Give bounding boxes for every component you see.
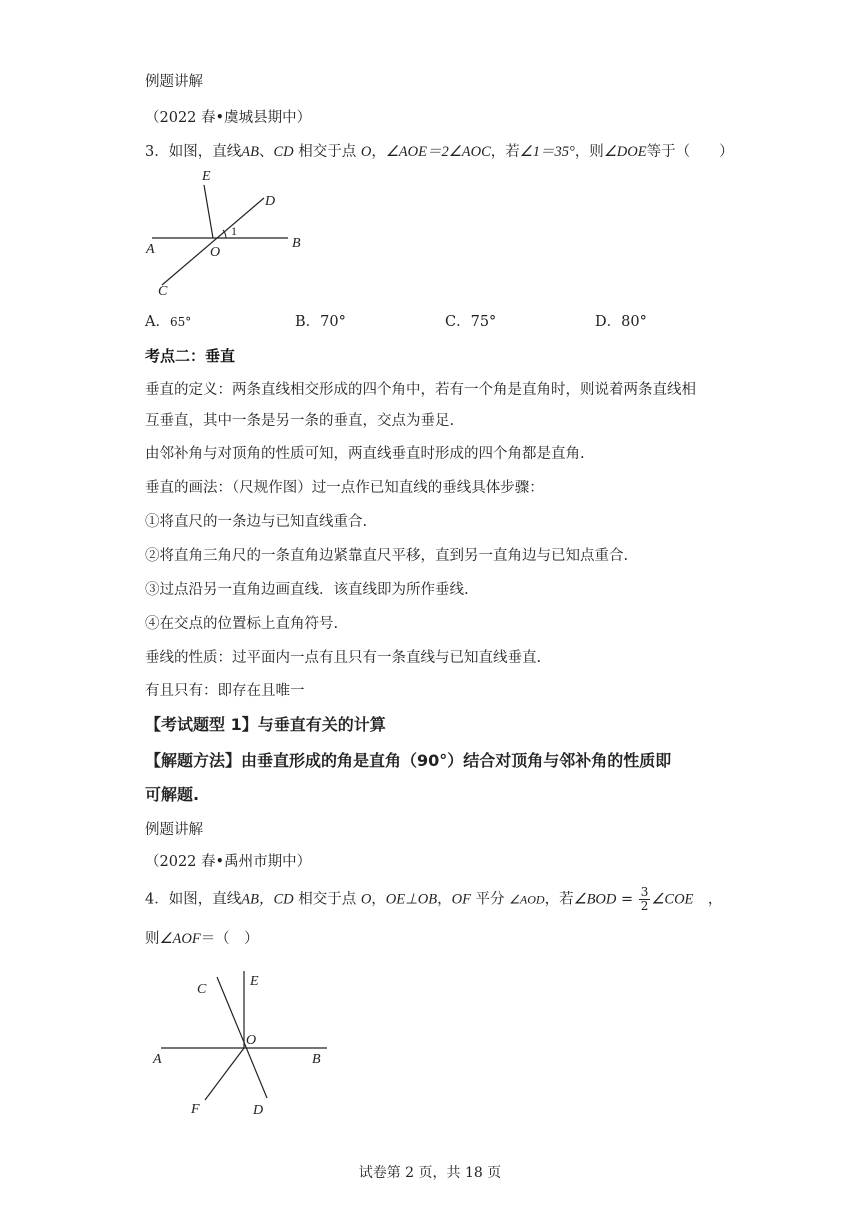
question-type-title: 【考试题型 1】与垂直有关的计算: [145, 715, 386, 734]
label-d: D: [265, 194, 276, 209]
paragraph-line: 垂直的定义：两条直线相交形成的四个角中，若有一个角是直角时，则说着两条直线相: [145, 382, 696, 398]
paragraph-line: 由邻补角与对顶角的性质可知，两直线垂直时形成的四个角都是直角.: [145, 446, 585, 462]
question-3-figure: [140, 165, 320, 300]
question-4-stem-line-2: 则∠AOF＝（ ）: [145, 931, 259, 947]
example-label: 例题讲解: [145, 822, 203, 838]
label-f: F: [191, 1102, 200, 1117]
paragraph-line: ②将直角三角尺的一条直角边紧靠直尺平移，直到另一直角边与已知点重合.: [145, 548, 629, 564]
label-a: A: [153, 1052, 162, 1067]
label-o: O: [246, 1033, 257, 1048]
paragraph-line: 有且只有：即存在且唯一: [145, 683, 305, 699]
paragraph-line: 互垂直，其中一条是另一条的垂直，交点为垂足.: [145, 413, 455, 429]
line-cd: [162, 198, 264, 285]
paragraph-line: ④在交点的位置标上直角符号.: [145, 616, 339, 632]
paragraph-line: 垂线的性质：过平面内一点有且只有一条直线与已知直线垂直.: [145, 650, 542, 666]
label-b: B: [292, 236, 301, 251]
question-number: 4．: [145, 891, 169, 908]
question-source: （2022 春•虞城县期中）: [145, 110, 312, 126]
fraction: $\frac{3}{2}$: [640, 885, 649, 913]
question-3-stem: 3．如图，直线AB、CD 相交于点 O，∠AOE＝2∠AOC，若∠1＝35°，则∠DOE等于（ ）: [145, 144, 734, 160]
option-c[interactable]: C．75°: [445, 314, 497, 330]
paragraph-line: ①将直尺的一条边与已知直线重合.: [145, 514, 368, 530]
label-angle-1: 1: [231, 224, 237, 238]
method-line-2: 可解题.: [145, 785, 200, 804]
label-c: C: [197, 982, 207, 997]
question-number: 3．: [145, 144, 169, 160]
method-line-1: 【解题方法】由垂直形成的角是直角（90°）结合对顶角与邻补角的性质即: [145, 751, 672, 770]
paragraph-line: 垂直的画法：（尺规作图）过一点作已知直线的垂线具体步骤：: [145, 480, 544, 496]
label-c: C: [158, 284, 168, 299]
question-4-stem: 4．如图，直线AB，CD 相交于点 O，OE⊥OB，OF 平分 ∠AOD，若∠BOD = $\frac{3}{2}$ ∠COE ，: [145, 885, 723, 913]
label-b: B: [312, 1052, 321, 1067]
label-e: E: [250, 974, 259, 989]
ray-of: [205, 1048, 244, 1100]
ray-oe: [204, 185, 213, 238]
question-4-figure: [145, 965, 345, 1120]
label-o: O: [210, 245, 221, 260]
label-e: E: [202, 169, 211, 184]
example-label: 例题讲解: [145, 74, 203, 90]
page-footer: 试卷第 2 页，共 18 页: [358, 1165, 502, 1181]
section-title: 考点二：垂直: [145, 347, 236, 365]
label-a: A: [146, 242, 155, 257]
option-a[interactable]: A．65°: [145, 314, 192, 330]
option-d[interactable]: D．80°: [595, 314, 647, 330]
option-b[interactable]: B．70°: [295, 314, 346, 330]
question-source: （2022 春•禹州市期中）: [145, 854, 312, 870]
label-d: D: [253, 1103, 264, 1118]
paragraph-line: ③过点沿另一直角边画直线．该直线即为所作垂线.: [145, 582, 469, 598]
line-cd: [217, 977, 267, 1098]
